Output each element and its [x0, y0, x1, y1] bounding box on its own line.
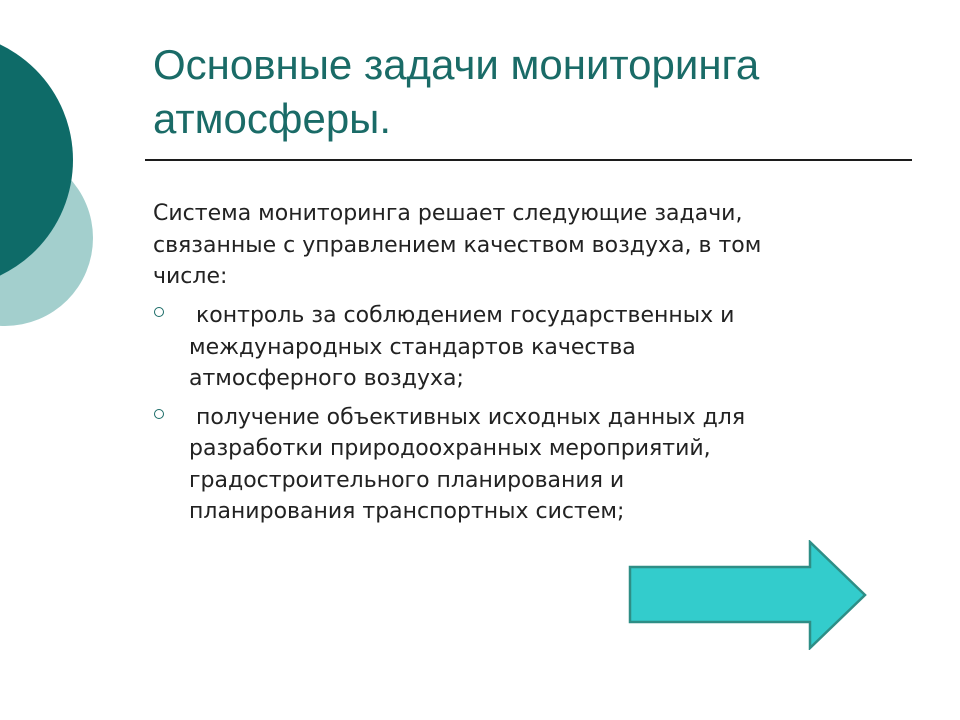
right-arrow-icon	[630, 542, 865, 648]
bullet-line: получение объективных исходных данных для	[189, 404, 746, 430]
bullet-list	[153, 300, 913, 535]
bullet-item	[153, 300, 913, 395]
hollow-circle-icon	[154, 307, 164, 317]
intro-line: числе:	[153, 264, 228, 289]
bullet-line: градостроительного планирования и	[189, 467, 625, 493]
bullet-line: атмосферного воздуха;	[189, 366, 464, 391]
next-slide-arrow-button[interactable]	[628, 540, 868, 650]
intro-line: Система мониторинга решает следующие задачи,	[153, 201, 743, 226]
slide-title-line: Основные задачи мониторинга	[153, 41, 760, 88]
decorative-circles	[0, 0, 140, 400]
title-divider	[145, 159, 912, 161]
slide-title-line: атмосферы.	[153, 95, 392, 142]
bullet-line: международных стандартов качества	[189, 334, 636, 360]
bullet-line: разработки природоохранных мероприятий,	[189, 436, 711, 461]
intro-line: связанные с управлением качеством воздуха, в том	[153, 232, 762, 258]
bullet-line: планирования транспортных систем;	[189, 499, 625, 524]
bullet-item	[153, 402, 913, 528]
intro-paragraph	[153, 198, 913, 293]
hollow-circle-icon	[154, 409, 164, 419]
bullet-line: контроль за соблюдением государственных и	[189, 303, 735, 328]
slide-title	[153, 38, 913, 146]
